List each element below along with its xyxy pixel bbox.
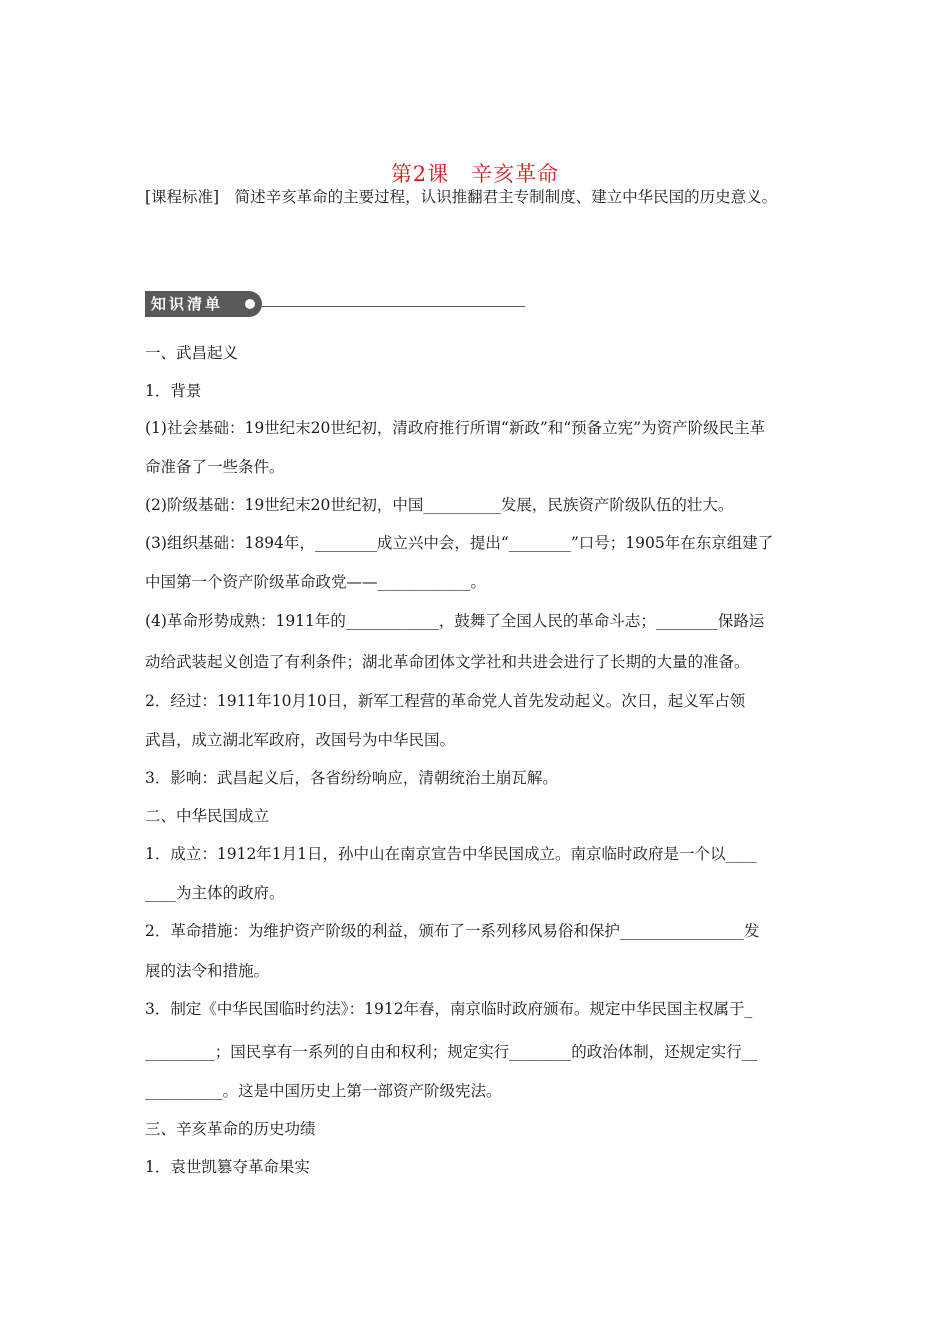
section-badge: [145, 291, 525, 317]
text-line: ____为主体的政府。: [145, 884, 285, 902]
bullet-dot-icon: [245, 299, 255, 309]
text-line: _________；国民享有一系列的自由和权利；规定实行________的政治体制，还规定实行__: [145, 1043, 758, 1061]
text-line: 二、中华民国成立: [145, 807, 270, 825]
text-line: (4)革命形势成熟：1911年的____________，鼓舞了全国人民的革命斗志；________保路运: [145, 612, 765, 630]
text-line: 命准备了一些条件。: [145, 458, 285, 476]
text-line: 中国第一个资产阶级革命政党——____________。: [145, 573, 487, 591]
text-line: (2)阶级基础：19世纪末20世纪初，中国__________发展，民族资产阶级队伍的壮大。: [145, 496, 734, 514]
text-line: (3)组织基础：1894年，________成立兴中会，提出“________”口号；1905年在东京组建了: [145, 534, 774, 552]
text-line: 3．影响：武昌起义后，各省纷纷响应，清朝统治土崩瓦解。: [145, 769, 558, 787]
text-line: (1)社会基础：19世纪末20世纪初，清政府推行所谓“新政”和“预备立宪”为资产阶级民主革: [145, 419, 766, 437]
text-line: 1．袁世凯篡夺革命果实: [145, 1158, 310, 1176]
text-line: __________。这是中国历史上第一部资产阶级宪法。: [145, 1082, 502, 1100]
page-title: 第2课 辛亥革命: [390, 162, 560, 186]
text-line: 1．背景: [145, 382, 202, 400]
section-divider: [262, 306, 525, 307]
curriculum-standard: [课程标准] 简述辛亥革命的主要过程，认识推翻君主专制制度、建立中华民国的历史意义。: [145, 188, 778, 206]
text-line: 1．成立：1912年1月1日，孙中山在南京宣告中华民国成立。南京临时政府是一个以____: [145, 845, 757, 863]
section-badge-label: 知识清单: [145, 291, 262, 317]
text-line: 一、武昌起义: [145, 344, 239, 362]
text-line: 2．革命措施：为维护资产阶级的利益，颁布了一系列移风易俗和保护________________发: [145, 922, 760, 940]
text-line: 3．制定《中华民国临时约法》：1912年春，南京临时政府颁布。规定中华民国主权属于_: [145, 1000, 753, 1018]
text-line: 2．经过：1911年10月10日，新军工程营的革命党人首先发动起义。次日，起义军占领: [145, 692, 746, 710]
text-line: 武昌，成立湖北军政府，改国号为中华民国。: [145, 731, 456, 749]
text-line: 展的法令和措施。: [145, 962, 270, 980]
text-line: 三、辛亥革命的历史功绩: [145, 1120, 316, 1138]
text-line: 动给武装起义创造了有利条件；湖北革命团体文学社和共进会进行了长期的大量的准备。: [145, 653, 750, 671]
